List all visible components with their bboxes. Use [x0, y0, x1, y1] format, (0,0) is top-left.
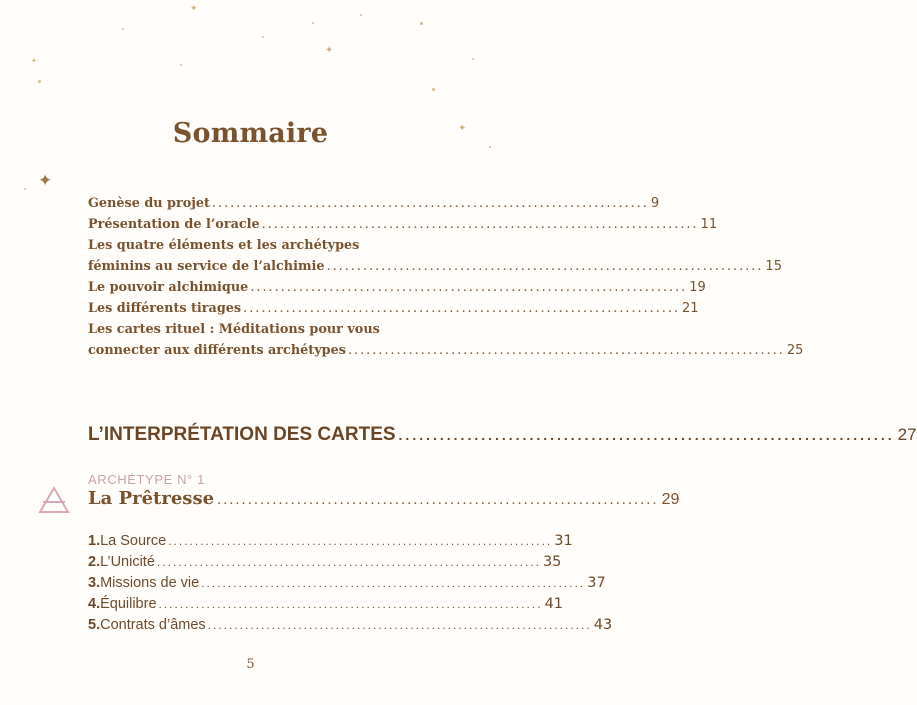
- toc-entry[interactable]: [88, 196, 660, 217]
- toc-entry-label: Les quatre éléments et les archétypes: [88, 238, 360, 253]
- toc-page-number: 21: [682, 301, 699, 316]
- card-label: La Source: [100, 533, 167, 549]
- star-icon: ✦: [458, 123, 467, 134]
- card-entry[interactable]: [88, 617, 613, 638]
- toc-entry[interactable]: [88, 301, 699, 322]
- card-number: 2.: [88, 554, 101, 570]
- page-number: 5: [246, 657, 255, 672]
- toc-entry-label: Les différents tirages: [88, 301, 242, 316]
- dot-leader: ........................................................................: [326, 259, 764, 274]
- card-label: Contrats d’âmes: [100, 617, 206, 633]
- toc-entry-label: Les cartes rituel : Méditations pour vous: [88, 322, 380, 337]
- star-dot: [24, 188, 26, 190]
- section-heading[interactable]: [88, 424, 917, 446]
- card-page-number: 43: [593, 617, 613, 633]
- card-page-number: 37: [587, 575, 606, 591]
- toc-entry-line1[interactable]: [88, 322, 427, 343]
- card-entry[interactable]: [88, 575, 606, 596]
- star-dot: [432, 88, 435, 91]
- card-label: Équilibre: [100, 596, 157, 612]
- toc-entry-label: Le pouvoir alchimique: [88, 280, 249, 295]
- toc-entry[interactable]: [88, 280, 706, 301]
- archetype-page-number: 29: [661, 491, 680, 508]
- star-dot: [420, 22, 423, 25]
- card-number: 1.: [88, 533, 101, 549]
- card-page-number: 41: [544, 596, 564, 612]
- toc-entry[interactable]: [88, 259, 782, 280]
- star-dot: [312, 22, 314, 24]
- card-page-number: 35: [542, 554, 562, 570]
- star-dot: [180, 64, 182, 66]
- star-icon: ✦: [190, 3, 198, 13]
- toc-page-number: 19: [689, 280, 706, 295]
- dot-leader: ........................................................................: [201, 576, 586, 590]
- star-dot: [122, 28, 124, 30]
- toc-page-number: 25: [786, 343, 804, 358]
- toc-page-number: 11: [700, 217, 718, 232]
- toc-page-number: 9: [650, 196, 660, 211]
- card-number: 3.: [88, 575, 101, 591]
- star-icon: ✦: [38, 171, 53, 190]
- star-icon: ✦: [31, 57, 37, 65]
- card-number: 5.: [88, 617, 101, 633]
- dot-leader: ........................................................................: [211, 196, 649, 211]
- star-dot: [360, 14, 362, 16]
- card-label: L’Unicité: [100, 554, 155, 570]
- dot-leader: ........................................................................: [207, 618, 592, 632]
- toc-entry[interactable]: [88, 217, 718, 238]
- page-title: Sommaire: [172, 118, 329, 149]
- section-page-number: 27: [897, 425, 917, 444]
- dot-leader: ........................................................................: [261, 217, 699, 232]
- dot-leader: ........................................................................: [250, 280, 688, 295]
- toc-entry-label: Genèse du projet: [88, 196, 210, 211]
- card-entry[interactable]: [88, 596, 564, 617]
- star-dot: [262, 36, 264, 38]
- card-list: [88, 533, 613, 638]
- card-entry[interactable]: [88, 554, 562, 575]
- toc-page-number: 15: [765, 259, 782, 274]
- star-dot: [38, 80, 41, 83]
- dot-leader: ........................................................................: [398, 427, 895, 443]
- star-icon: ✦: [325, 45, 334, 56]
- air-triangle-icon: [38, 486, 70, 514]
- archetype-label: ARCHÉTYPE N° 1: [88, 472, 205, 487]
- toc-entry-line1[interactable]: [88, 238, 427, 259]
- card-label: Missions de vie: [100, 575, 200, 591]
- dot-leader: ........................................................................: [347, 343, 785, 358]
- dot-leader: ........................................................................: [158, 597, 543, 611]
- dot-leader: ........................................................................: [156, 555, 541, 569]
- star-dot: [472, 58, 474, 60]
- toc-entry-label: connecter aux différents archétypes: [88, 343, 346, 358]
- toc-entry-label: Présentation de l’oracle: [88, 217, 260, 232]
- dot-leader: ........................................................................: [243, 301, 681, 316]
- dot-leader: ........................................................................: [217, 493, 659, 508]
- toc-entry[interactable]: [88, 343, 804, 364]
- intro-toc: [88, 196, 804, 364]
- section-title: L’INTERPRÉTATION DES CARTES: [88, 424, 396, 445]
- archetype-heading[interactable]: [88, 488, 680, 509]
- dot-leader: ........................................................................: [168, 534, 553, 548]
- archetype-title: La Prêtresse: [88, 488, 215, 509]
- card-number: 4.: [88, 596, 101, 612]
- card-page-number: 31: [554, 533, 573, 549]
- toc-entry-label: féminins au service de l’alchimie: [88, 259, 325, 274]
- card-entry[interactable]: [88, 533, 573, 554]
